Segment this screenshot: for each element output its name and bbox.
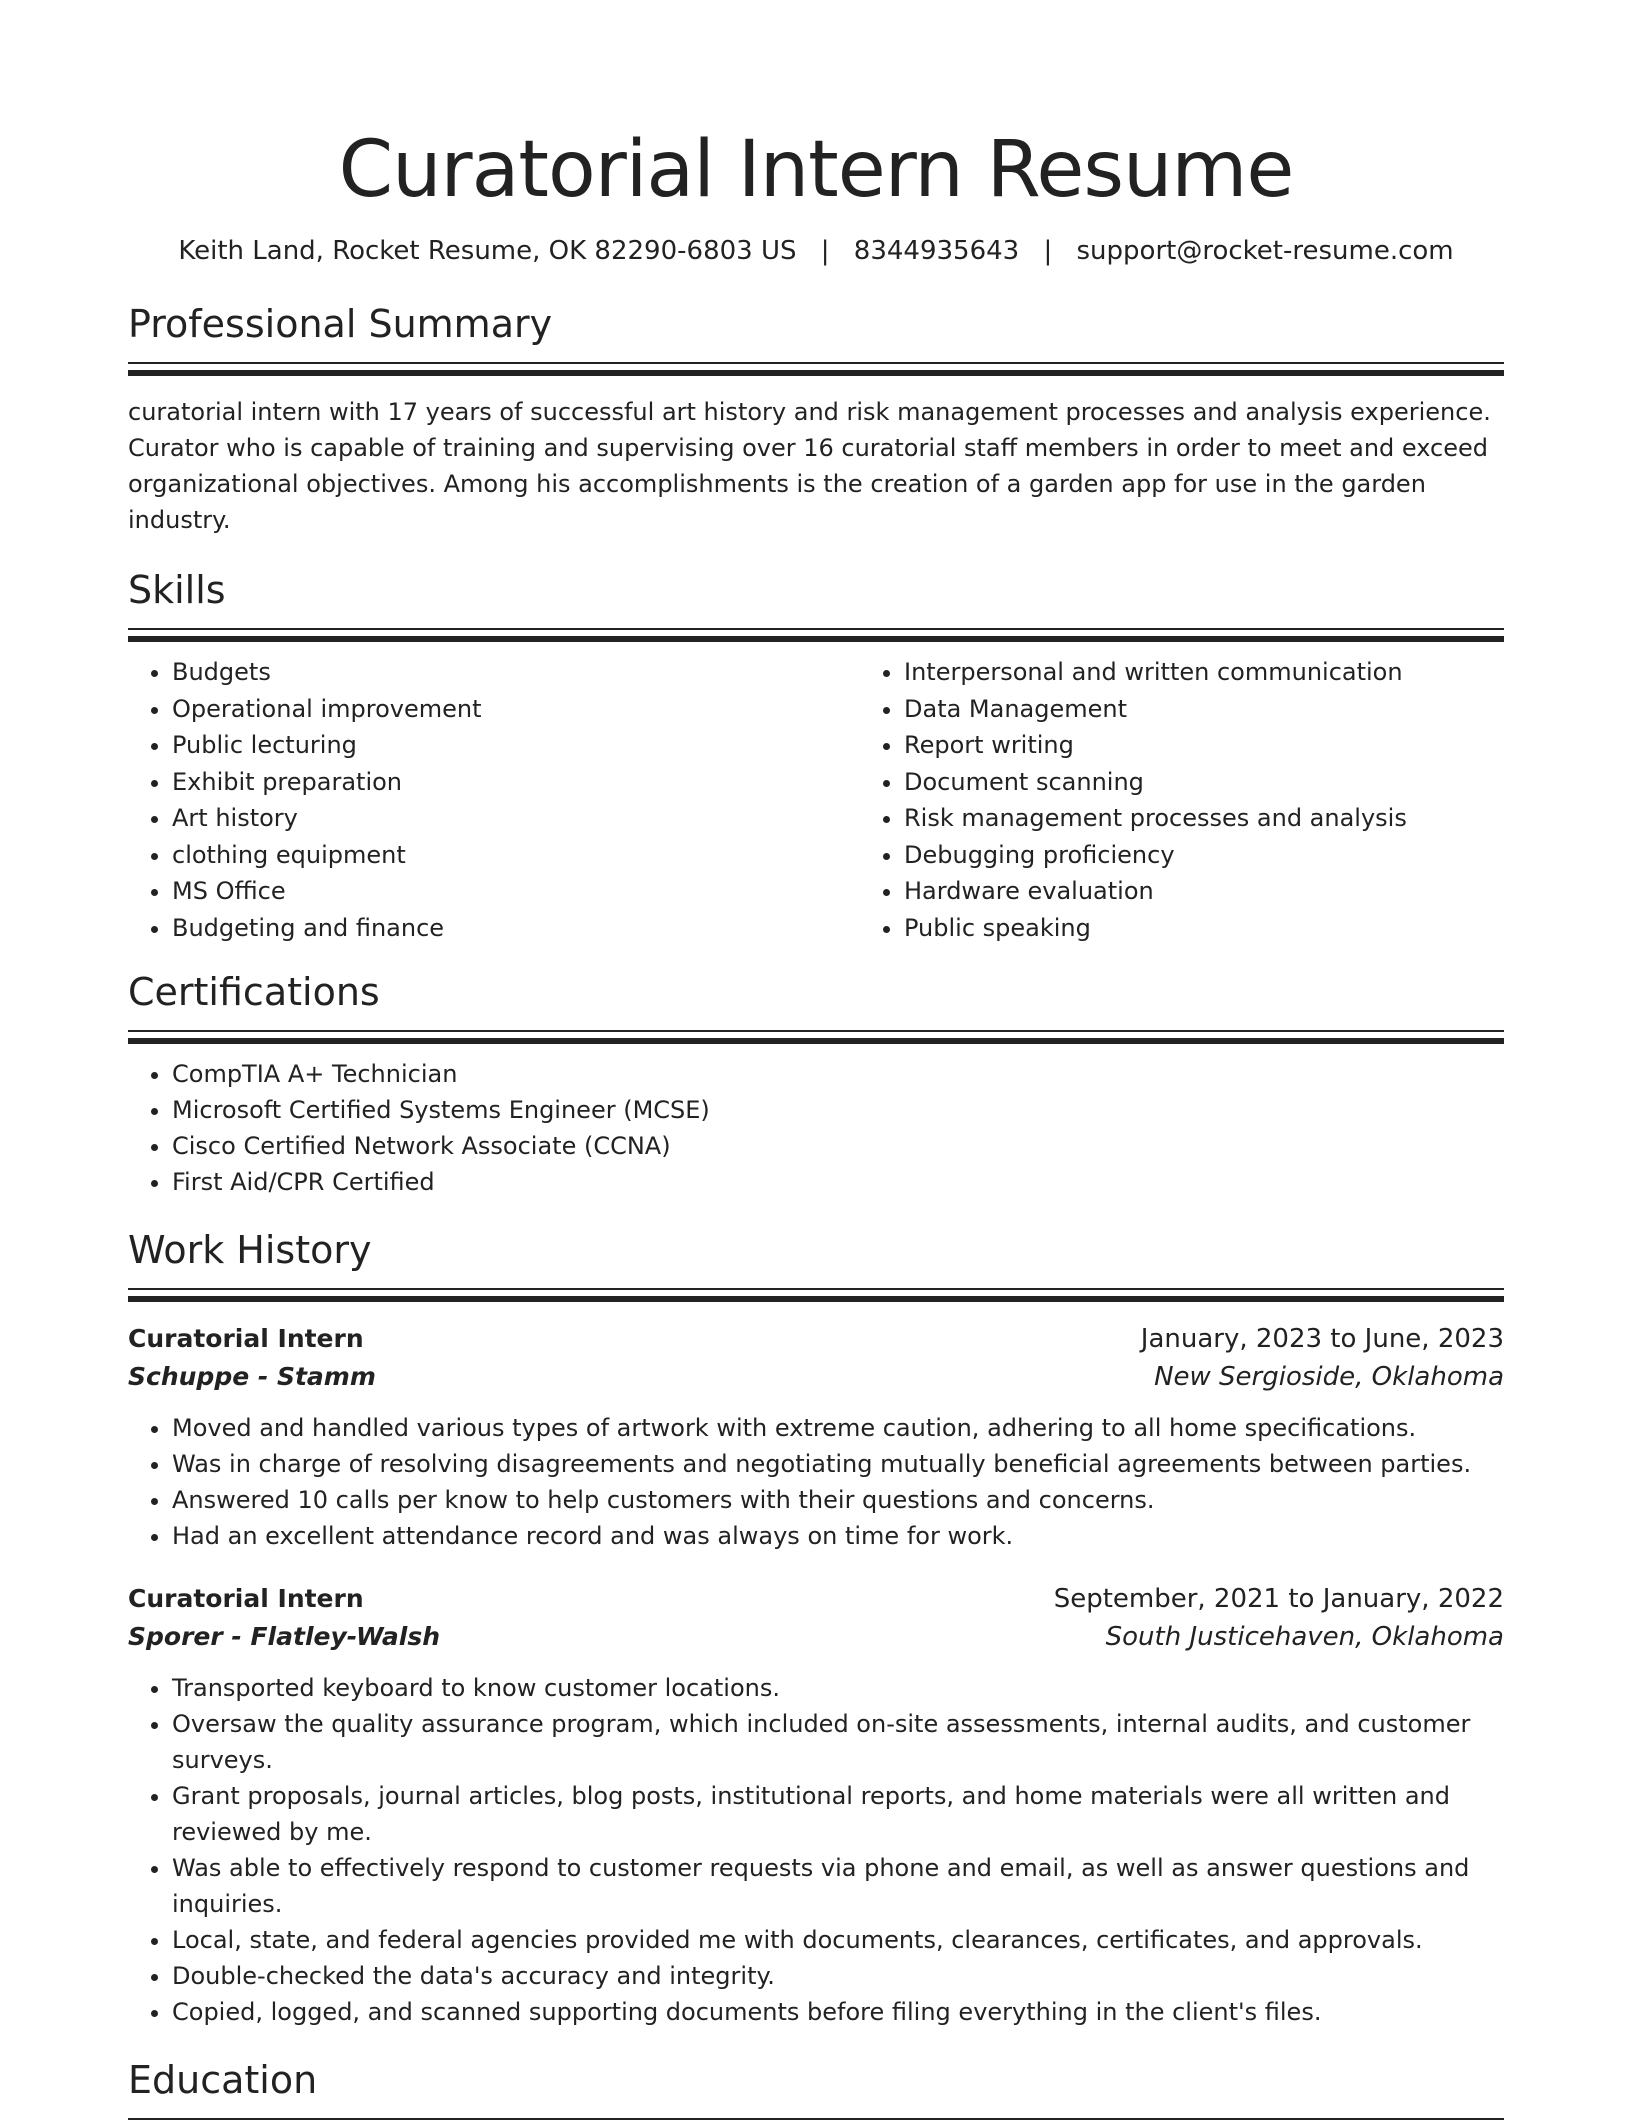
job-title: Curatorial Intern [128,1324,364,1353]
skills-section [128,566,1504,946]
job-dates: September, 2021 to January, 2022 [1053,1584,1504,1614]
skills-columns [128,642,1504,946]
job-duty-item: • Local, state, and federal agencies provided me with documents, clearances, certificates, and approvals. [172,1922,1504,1958]
skill-item: • Public lecturing [172,727,860,764]
contact-line [128,234,1504,268]
work-history-section [128,1226,1504,2030]
job-duty-item: • Answered 10 calls per know to help customers with their questions and concerns. [172,1482,1504,1518]
job-company: Sporer - Flatley-Walsh [128,1622,441,1651]
certifications-section [128,968,1504,1200]
skill-item: • Interpersonal and written communication [904,654,1592,691]
skill-item: • Budgeting and finance [172,910,860,947]
skill-item: • Art history [172,800,860,837]
skills-list-right [860,654,1592,946]
skill-item: • Hardware evaluation [904,873,1592,910]
certification-item: • Microsoft Certified Systems Engineer (MCSE) [172,1092,1504,1128]
skill-item: • Report writing [904,727,1592,764]
job-duty-item: • Moved and handled various types of artwork with extreme caution, adhering to all home specifications. [172,1410,1504,1446]
skill-item: • Document scanning [904,764,1592,801]
section-divider [128,628,1504,642]
section-divider [128,362,1504,376]
contact-phone: 8344935643 [853,236,1020,266]
job-duties-list [128,1670,1504,2030]
job-title: Curatorial Intern [128,1584,364,1613]
job-duty-item: • Had an excellent attendance record and was always on time for work. [172,1518,1504,1554]
summary-text: curatorial intern with 17 years of successful art history and risk management processes and analysis experience. Curator who is capable of training and supervising over 16 curatorial staff members in order to meet and exceed organizational objectives. Among his accomplishments is the creation of a garden app for use in the garden industry. [128,398,1491,534]
section-divider [128,1030,1504,1044]
job-location: New Sergioside, Oklahoma [1154,1362,1504,1392]
skill-item: • Data Management [904,691,1592,728]
job-duty-item: • Was in charge of resolving disagreements and negotiating mutually beneficial agreements between parties. [172,1446,1504,1482]
summary-section [128,300,1504,538]
certifications-list [128,1056,1504,1200]
section-heading-summary: Professional Summary [128,302,553,346]
section-heading-skills: Skills [128,568,226,612]
job-entry [128,1320,1504,1554]
job-duty-item: • Oversaw the quality assurance program, which included on-site assessments, internal audits, and customer surveys. [172,1706,1504,1778]
job-dates: January, 2023 to June, 2023 [1140,1324,1504,1354]
skill-item: • Budgets [172,654,860,691]
education-section [128,2056,1504,2120]
job-duty-item: • Double-checked the data's accuracy and integrity. [172,1958,1504,1994]
skills-list-left [128,654,860,946]
certification-item: • CompTIA A+ Technician [172,1056,1504,1092]
job-location: South Justicehaven, Oklahoma [1105,1622,1504,1652]
section-divider [128,1288,1504,1302]
section-heading-certifications: Certifications [128,970,380,1014]
skill-item: • Public speaking [904,910,1592,947]
job-subheader-row [128,1618,1504,1656]
job-duty-item: • Transported keyboard to know customer locations. [172,1670,1504,1706]
certification-item: • Cisco Certified Network Associate (CCNA) [172,1128,1504,1164]
skill-item: • MS Office [172,873,860,910]
contact-separator: | [820,236,830,266]
job-company: Schuppe - Stamm [128,1362,376,1391]
skill-item: • Exhibit preparation [172,764,860,801]
job-subheader-row [128,1358,1504,1396]
job-duty-item: • Was able to effectively respond to customer requests via phone and email, as well as answer questions and inquiries. [172,1850,1504,1922]
skill-item: • Debugging proficiency [904,837,1592,874]
job-duty-item: • Grant proposals, journal articles, blog posts, institutional reports, and home materials were all written and reviewed by me. [172,1778,1504,1850]
contact-email: support@rocket-resume.com [1076,236,1454,266]
skill-item: • Operational improvement [172,691,860,728]
section-heading-education: Education [128,2058,318,2102]
resume-page [128,0,1504,2120]
job-entry [128,1580,1504,2030]
job-duties-list [128,1410,1504,1554]
job-header-row [128,1320,1504,1358]
skill-item: • Risk management processes and analysis [904,800,1592,837]
resume-title: Curatorial Intern Resume [338,125,1294,215]
certification-item: • First Aid/CPR Certified [172,1164,1504,1200]
skill-item: • clothing equipment [172,837,860,874]
job-header-row [128,1580,1504,1618]
job-duty-item: • Copied, logged, and scanned supporting documents before filing everything in the client's files. [172,1994,1504,2030]
contact-address: Keith Land, Rocket Resume, OK 82290-6803 US [178,236,797,266]
section-heading-work-history: Work History [128,1228,372,1272]
contact-separator: | [1043,236,1053,266]
